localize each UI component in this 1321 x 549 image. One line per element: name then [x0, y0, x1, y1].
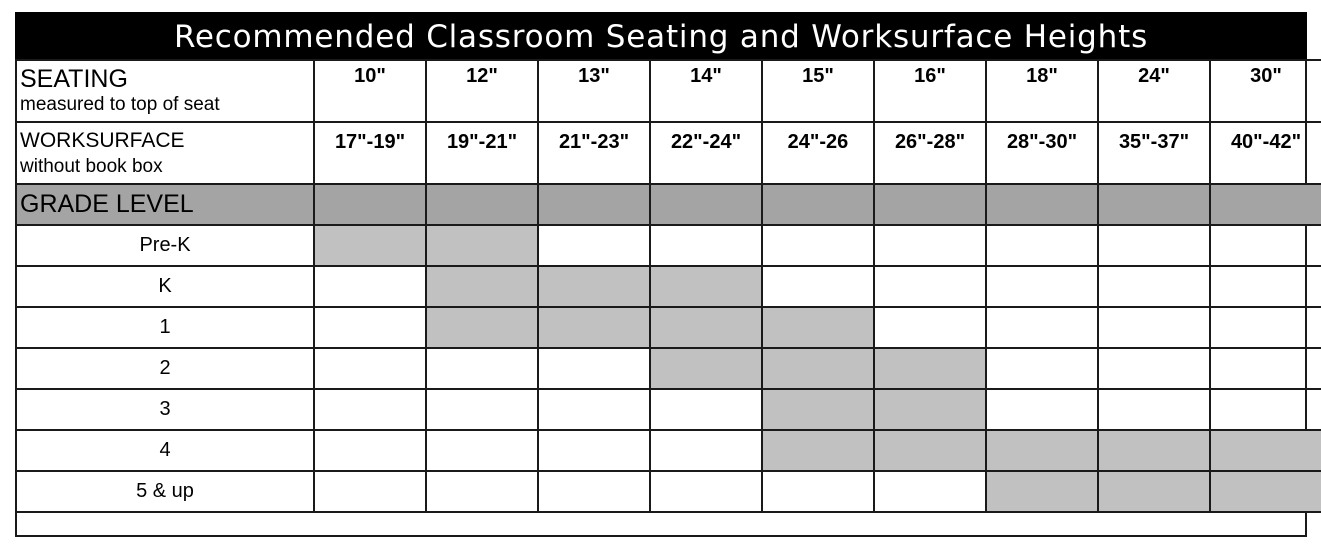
grade-cell [650, 389, 762, 430]
recommended-cell [986, 430, 1098, 471]
grade-cell [874, 266, 986, 307]
grade-name: 1 [16, 307, 314, 348]
worksurface-height-3: 22"-24" [650, 122, 762, 184]
grade-cell [426, 471, 538, 512]
grade-cell [314, 348, 426, 389]
worksurface-sublabel: without book box [20, 156, 163, 177]
grade-cell [1210, 389, 1321, 430]
grade-cell [762, 266, 874, 307]
worksurface-row [16, 122, 1321, 184]
seat-height-3: 14" [650, 60, 762, 122]
recommended-cell [1210, 471, 1321, 512]
seating-label-cell [16, 60, 314, 122]
grade-row [16, 471, 1321, 512]
worksurface-height-6: 28"-30" [986, 122, 1098, 184]
grade-name: 5 & up [16, 471, 314, 512]
recommended-cell [1098, 430, 1210, 471]
grade-row [16, 225, 1321, 266]
grade-cell [538, 430, 650, 471]
grade-row [16, 266, 1321, 307]
grade-cell [986, 266, 1098, 307]
grade-row [16, 307, 1321, 348]
recommended-cell [986, 471, 1098, 512]
recommended-cell [650, 348, 762, 389]
recommended-cell [874, 430, 986, 471]
seating-row [16, 60, 1321, 122]
grade-row [16, 389, 1321, 430]
seating-height-chart [15, 12, 1307, 537]
chart-title: Recommended Classroom Seating and Worksurface Heights [15, 12, 1307, 59]
grade-level-header-row [16, 184, 1321, 225]
grade-name: K [16, 266, 314, 307]
recommended-cell [762, 389, 874, 430]
grade-cell [538, 348, 650, 389]
recommended-cell [314, 225, 426, 266]
recommended-cell [1098, 471, 1210, 512]
grade-cell [1210, 225, 1321, 266]
seat-height-4: 15" [762, 60, 874, 122]
grade-cell [314, 430, 426, 471]
grade-header-fill-6 [986, 184, 1098, 225]
grade-cell [1210, 266, 1321, 307]
grade-cell [650, 225, 762, 266]
grade-cell [650, 430, 762, 471]
recommended-cell [426, 307, 538, 348]
worksurface-height-7: 35"-37" [1098, 122, 1210, 184]
recommended-cell [1210, 430, 1321, 471]
worksurface-height-5: 26"-28" [874, 122, 986, 184]
grade-cell [426, 389, 538, 430]
grade-name: 4 [16, 430, 314, 471]
grade-cell [1098, 389, 1210, 430]
recommended-cell [650, 266, 762, 307]
grade-cell [874, 225, 986, 266]
seat-height-8: 30" [1210, 60, 1321, 122]
grade-cell [1098, 307, 1210, 348]
height-table [15, 59, 1321, 513]
grade-cell [1210, 307, 1321, 348]
grade-name: 2 [16, 348, 314, 389]
recommended-cell [762, 430, 874, 471]
grade-cell [986, 389, 1098, 430]
grade-cell [874, 471, 986, 512]
grade-row [16, 348, 1321, 389]
worksurface-label-cell [16, 122, 314, 184]
grade-cell [650, 471, 762, 512]
grade-header-fill-2 [538, 184, 650, 225]
grade-cell [314, 307, 426, 348]
recommended-cell [426, 266, 538, 307]
grade-header-fill-1 [426, 184, 538, 225]
grade-header-fill-4 [762, 184, 874, 225]
grade-cell [314, 471, 426, 512]
grade-header-fill-3 [650, 184, 762, 225]
grade-cell [538, 471, 650, 512]
grade-cell [1210, 348, 1321, 389]
grade-header-fill-0 [314, 184, 426, 225]
recommended-cell [874, 348, 986, 389]
worksurface-height-4: 24"-26 [762, 122, 874, 184]
worksurface-height-0: 17"-19" [314, 122, 426, 184]
grade-cell [538, 389, 650, 430]
grade-cell [1098, 225, 1210, 266]
grade-cell [986, 225, 1098, 266]
grade-header-fill-8 [1210, 184, 1321, 225]
grade-cell [426, 430, 538, 471]
grade-cell [314, 266, 426, 307]
recommended-cell [650, 307, 762, 348]
seat-height-7: 24" [1098, 60, 1210, 122]
seat-height-2: 13" [538, 60, 650, 122]
grade-cell [762, 471, 874, 512]
grade-header-fill-5 [874, 184, 986, 225]
worksurface-height-2: 21"-23" [538, 122, 650, 184]
seat-height-5: 16" [874, 60, 986, 122]
grade-cell [986, 348, 1098, 389]
seating-sublabel: measured to top of seat [20, 94, 220, 115]
grade-name: Pre-K [16, 225, 314, 266]
grade-cell [538, 225, 650, 266]
seat-height-6: 18" [986, 60, 1098, 122]
seat-height-1: 12" [426, 60, 538, 122]
grade-header-fill-7 [1098, 184, 1210, 225]
grade-cell [1098, 266, 1210, 307]
grade-cell [1098, 348, 1210, 389]
worksurface-height-8: 40"-42" [1210, 122, 1321, 184]
seat-height-0: 10" [314, 60, 426, 122]
seating-label: SEATING [20, 65, 128, 93]
recommended-cell [538, 307, 650, 348]
recommended-cell [874, 389, 986, 430]
worksurface-height-1: 19"-21" [426, 122, 538, 184]
recommended-cell [762, 307, 874, 348]
grade-name: 3 [16, 389, 314, 430]
recommended-cell [426, 225, 538, 266]
grade-cell [874, 307, 986, 348]
grade-cell [314, 389, 426, 430]
recommended-cell [762, 348, 874, 389]
worksurface-label: WORKSURFACE [20, 129, 185, 152]
grade-cell [986, 307, 1098, 348]
grade-cell [762, 225, 874, 266]
recommended-cell [538, 266, 650, 307]
grade-cell [426, 348, 538, 389]
grade-row [16, 430, 1321, 471]
grade-level-header: GRADE LEVEL [16, 184, 314, 225]
